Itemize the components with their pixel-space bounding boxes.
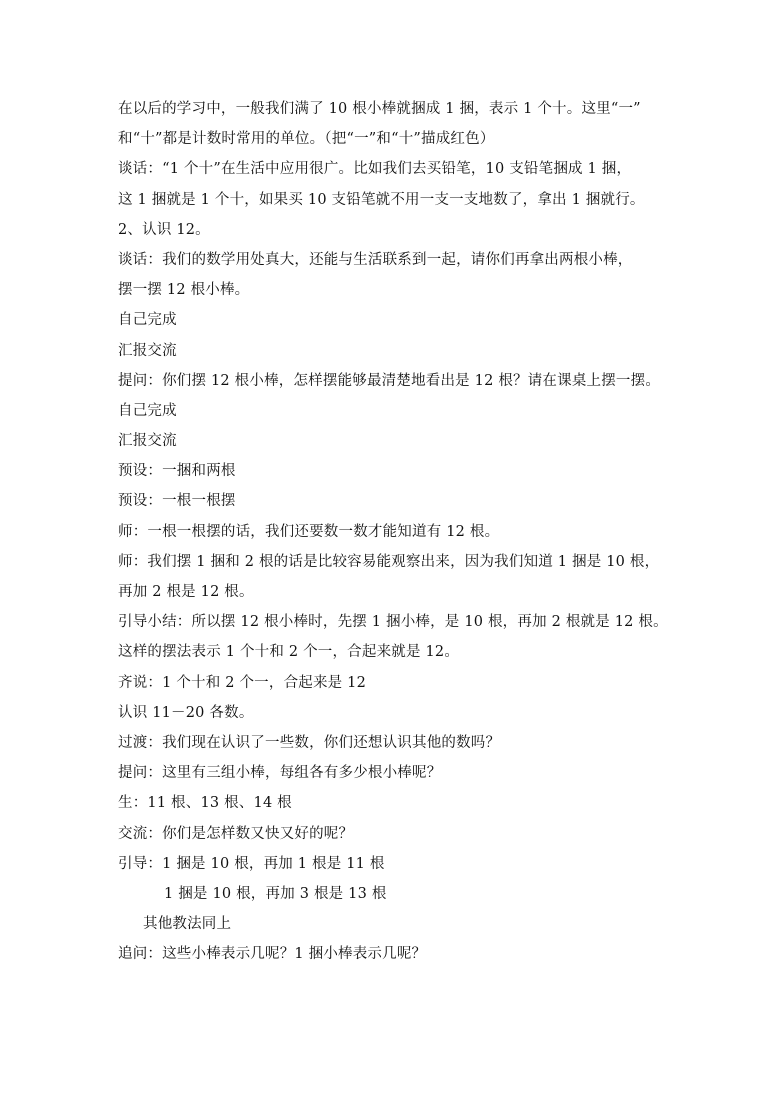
paragraph-line: 师：一根一根摆的话，我们还要数一数才能知道有 12 根。 — [118, 523, 500, 540]
paragraph-line: 1 捆是 10 根，再加 3 根是 13 根 — [164, 885, 387, 902]
paragraph-line: 和“十”都是计数时常用的单位。（把“一”和“十”描成红色） — [118, 131, 495, 148]
paragraph-line: 引导小结：所以摆 12 根小棒时，先摆 1 捆小棒，是 10 根，再加 2 根就是 12 根。 — [118, 614, 668, 631]
paragraph-line: 自己完成 — [118, 402, 177, 419]
paragraph-line: 再加 2 根是 12 根。 — [118, 584, 254, 600]
paragraph-line: 汇报交流 — [118, 342, 177, 359]
paragraph-line: 过渡：我们现在认识了一些数，你们还想认识其他的数吗？ — [118, 734, 501, 751]
paragraph-line: 自己完成 — [118, 312, 177, 329]
paragraph-line: 预设：一根一根摆 — [118, 493, 236, 510]
paragraph-line: 师：我们摆 1 捆和 2 根的话是比较容易能观察出来，因为我们知道 1 捆是 10 根， — [118, 553, 660, 570]
paragraph-line: 追问：这些小棒表示几呢？1 捆小棒表示几呢？ — [118, 946, 427, 963]
paragraph-line: 谈话：“1 个十”在生活中应用很广。比如我们去买铅笔，10 支铅笔捆成 1 捆， — [118, 161, 632, 178]
section-heading: 2、认识 12。 — [118, 221, 210, 238]
paragraph-line: 这 1 捆就是 1 个十，如果买 10 支铅笔就不用一支一支地数了，拿出 1 捆就行。 — [118, 191, 645, 208]
document-body — [118, 94, 678, 969]
paragraph-line: 这样的摆法表示 1 个十和 2 个一，合起来就是 12。 — [118, 644, 460, 661]
paragraph-line: 在以后的学习中，一般我们满了 10 根小棒就捆成 1 捆，表示 1 个十。这里“一” — [118, 101, 641, 117]
paragraph-line: 交流：你们是怎样数又快又好的呢？ — [118, 825, 354, 842]
paragraph-line: 生：11 根、13 根、14 根 — [118, 795, 292, 812]
paragraph-line: 摆一摆 12 根小棒。 — [118, 282, 250, 299]
paragraph-line: 齐说：1 个十和 2 个一，合起来是 12 — [118, 674, 367, 691]
section-heading: 认识 11－20 各数。 — [118, 704, 254, 721]
paragraph-line: 其他教法同上 — [143, 916, 232, 933]
paragraph-line: 汇报交流 — [118, 433, 177, 450]
paragraph-line: 提问：你们摆 12 根小棒，怎样摆能够最清楚地看出是 12 根？请在课桌上摆一摆。 — [118, 372, 661, 389]
paragraph-line: 提问：这里有三组小棒，每组各有多少根小棒呢？ — [118, 765, 442, 782]
paragraph-line: 引导：1 捆是 10 根，再加 1 根是 11 根 — [118, 855, 385, 872]
paragraph-line: 谈话：我们的数学用处真大，还能与生活联系到一起，请你们再拿出两根小棒， — [118, 251, 633, 268]
paragraph-line: 预设：一捆和两根 — [118, 463, 236, 480]
